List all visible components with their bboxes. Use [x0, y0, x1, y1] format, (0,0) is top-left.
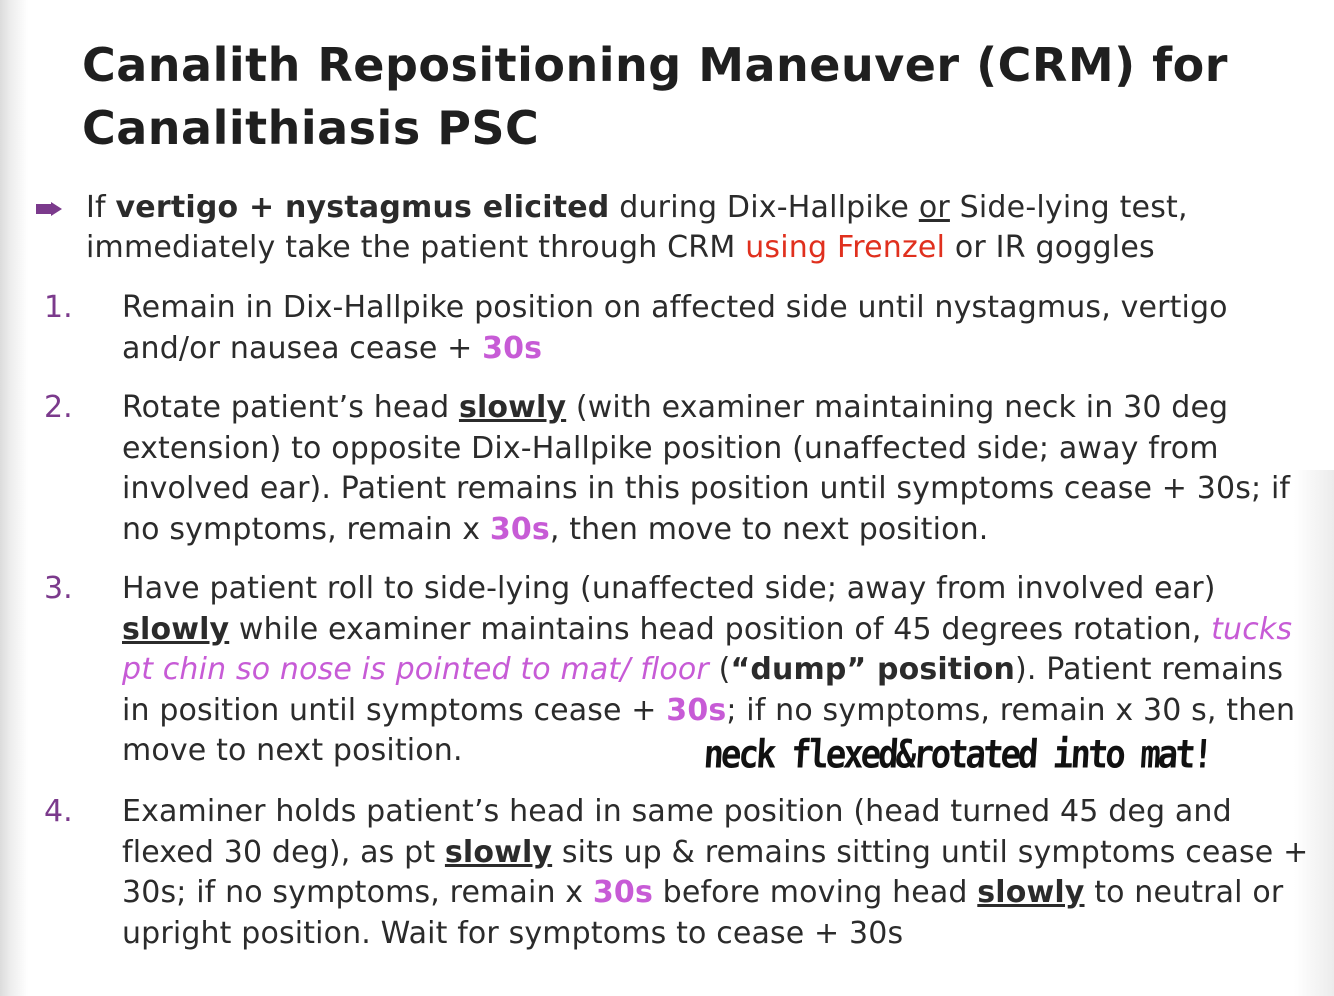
step-text-part: Have patient roll to side-lying (unaffected side; away from involved ear) — [122, 571, 1216, 606]
handwritten-annotation: neck flexed&rotated into mat! — [702, 732, 1212, 778]
bullet-text-part: during Dix-Hallpike — [609, 190, 919, 225]
step-emphasis-slowly: slowly — [458, 390, 567, 425]
step-highlight-30s: 30s — [666, 692, 727, 728]
step-text-part: , then move to next position. — [549, 511, 989, 547]
step-text — [122, 792, 1312, 954]
bullet-text-part: or IR goggles — [945, 230, 1155, 265]
step-text-part: Examiner holds patient’s head in same position (head turned 45 deg and flexed 30 deg), as pt — [122, 794, 1232, 870]
step-italic-instruction: tucks pt chin so nose is pointed to mat/ floor — [122, 611, 1293, 687]
bullet-underlined-or: or — [918, 190, 950, 225]
step-bold-dump-position: “dump” position — [730, 652, 1015, 687]
step-text — [122, 388, 1312, 550]
step-number: 1. — [44, 290, 73, 325]
step-text-part: before moving head — [652, 875, 978, 910]
step-text-part: to neutral or upright position. Wait for symptoms to cease + 30s — [122, 875, 1284, 951]
intro-bullet-text — [86, 188, 1316, 268]
left-edge-shadow — [0, 0, 28, 996]
step-highlight-30s: 30s — [489, 511, 550, 547]
arrow-bullet-icon — [36, 202, 62, 216]
step-emphasis-slowly: slowly — [444, 834, 553, 870]
step-text-part: ( — [708, 652, 731, 687]
step-highlight-30s: 30s — [592, 875, 653, 910]
step-text — [122, 288, 1312, 369]
step-text-part: Remain in Dix-Hallpike position on affected side until nystagmus, vertigo and/or nausea cease + — [122, 290, 1228, 366]
step-text-part: Rotate patient’s head — [122, 390, 459, 425]
step-emphasis-slowly: slowly — [977, 875, 1085, 910]
step-text-part: (with examiner maintaining neck in 30 deg extension) to opposite Dix-Hallpike position (unaffected side; away from involved ear). Patient remains in this position until symptoms cease + 30s; if no symptoms, remain x — [122, 390, 1291, 547]
step-text-part: sits up & remains sitting until symptoms cease + 30s; if no symptoms, remain x — [122, 834, 1309, 910]
step-highlight-30s: 30s — [482, 330, 543, 366]
step-number: 3. — [44, 571, 73, 606]
slide-title — [82, 34, 1282, 160]
step-number: 2. — [44, 390, 73, 425]
step-emphasis-slowly: slowly — [122, 611, 230, 647]
step-number: 4. — [44, 794, 73, 829]
title-line-2: Canalithiasis PSC — [82, 101, 540, 155]
title-line-1: Canalith Repositioning Maneuver (CRM) for — [82, 38, 1228, 92]
bullet-text-part: Side-lying test, immediately take the patient through CRM — [86, 190, 1188, 265]
bullet-bold-phrase: vertigo + nystagmus elicited — [115, 190, 610, 225]
step-text-part: ). Patient remains in position until symptoms cease + — [122, 652, 1284, 728]
bullet-text-part: If — [86, 190, 116, 225]
step-text-part: ; if no symptoms, remain x 30 s, then move to next position. — [122, 692, 1296, 768]
step-text-part: while examiner maintains head position of 45 degrees rotation, — [229, 611, 1212, 647]
bullet-red-phrase: using Frenzel — [745, 230, 946, 265]
